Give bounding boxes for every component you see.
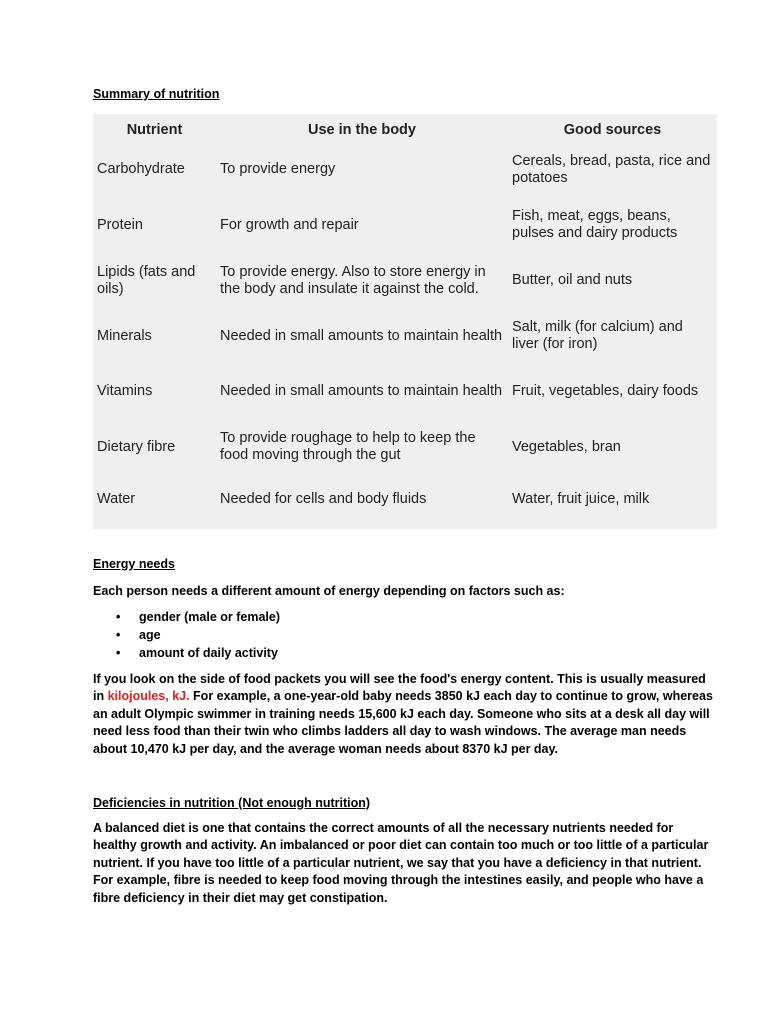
nutrition-table — [93, 114, 717, 529]
table-row — [93, 253, 717, 309]
cell-sources: Vegetables, bran — [512, 438, 621, 455]
column-header-sources: Good sources — [563, 122, 662, 138]
table-row — [93, 309, 717, 365]
factor-list — [93, 608, 718, 662]
energy-needs-heading: Energy needs — [93, 557, 175, 571]
cell-sources: Butter, oil and nuts — [512, 272, 633, 289]
deficiencies-paragraph: A balanced diet is one that contains the correct amounts of all the necessary nutrients needed for healthy growth and activity. An imbalanced or poor diet can contain too much or too little of a particular nutrient. If you have too little of a particular nutrient, we say that you have a deficiency in that nutrient. For example, fibre is needed to keep food moving through the intestines easily, and people who have a fibre deficiency in their diet may get constipation. — [93, 820, 709, 905]
energy-paragraph-start: If you look on the side of food packets you will see the food's energy content. This is usually measured in — [93, 671, 706, 704]
bullet-icon: • — [116, 645, 121, 660]
cell-use: For growth and repair — [220, 216, 359, 233]
cell-sources: Water, fruit juice, milk — [512, 490, 650, 507]
list-item-label: gender (male or female) — [139, 609, 281, 624]
table-header-row — [93, 114, 717, 142]
cell-nutrient: Carbohydrate — [97, 161, 185, 178]
cell-nutrient: Dietary fibre — [97, 438, 176, 455]
table-row — [93, 420, 717, 476]
list-item — [93, 644, 718, 662]
cell-nutrient: Water — [97, 490, 136, 507]
cell-nutrient: Minerals — [97, 327, 152, 344]
table-row — [93, 198, 717, 254]
column-header-nutrient: Nutrient — [126, 122, 183, 138]
list-item-label: age — [139, 627, 161, 642]
list-item — [93, 608, 718, 626]
bullet-icon: • — [116, 627, 121, 642]
cell-sources: Salt, milk (for calcium) and liver (for iron) — [512, 319, 683, 353]
list-item-label: amount of daily activity — [139, 645, 278, 660]
cell-nutrient: Protein — [97, 216, 143, 233]
cell-use: Needed in small amounts to maintain health — [220, 327, 503, 344]
energy-paragraph-end: For example, a one-year-old baby needs 3850 kJ each day to continue to grow, whereas an adult Olympic swimmer in training needs 15,600 kJ each day. Someone who sits at a desk all day will need less food than their twin who climbs ladders all day to wash windows. The average man needs about 10,470 kJ per day, and the average woman needs about 8370 kJ per day. — [93, 689, 713, 756]
cell-use: To provide roughage to help to keep the food moving through the gut — [220, 430, 476, 464]
cell-use: To provide energy — [220, 161, 336, 178]
document-page — [93, 86, 718, 908]
summary-heading: Summary of nutrition — [93, 87, 220, 101]
bullet-icon: • — [116, 609, 121, 624]
cell-nutrient: Vitamins — [97, 383, 153, 400]
deficiencies-heading: Deficiencies in nutrition (Not enough nutrition) — [93, 795, 371, 810]
list-item — [93, 626, 718, 644]
cell-nutrient: Lipids (fats and oils) — [97, 263, 196, 297]
energy-paragraph — [93, 671, 718, 759]
cell-use: Needed in small amounts to maintain health — [220, 383, 503, 400]
table-row — [93, 364, 717, 420]
cell-use: To provide energy. Also to store energy in the body and insulate it against the cold. — [220, 263, 486, 297]
cell-sources: Fruit, vegetables, dairy foods — [512, 383, 699, 400]
table-row — [93, 475, 717, 529]
cell-sources: Cereals, bread, pasta, rice and potatoes — [512, 152, 711, 186]
kilojoules-highlight: kilojoules, kJ. — [107, 689, 190, 704]
column-header-use: Use in the body — [308, 122, 416, 138]
cell-sources: Fish, meat, eggs, beans, pulses and dairy products — [512, 208, 678, 242]
cell-use: Needed for cells and body fluids — [220, 490, 427, 507]
table-row — [93, 142, 717, 198]
energy-intro: Each person needs a different amount of energy depending on factors such as: — [93, 584, 565, 598]
